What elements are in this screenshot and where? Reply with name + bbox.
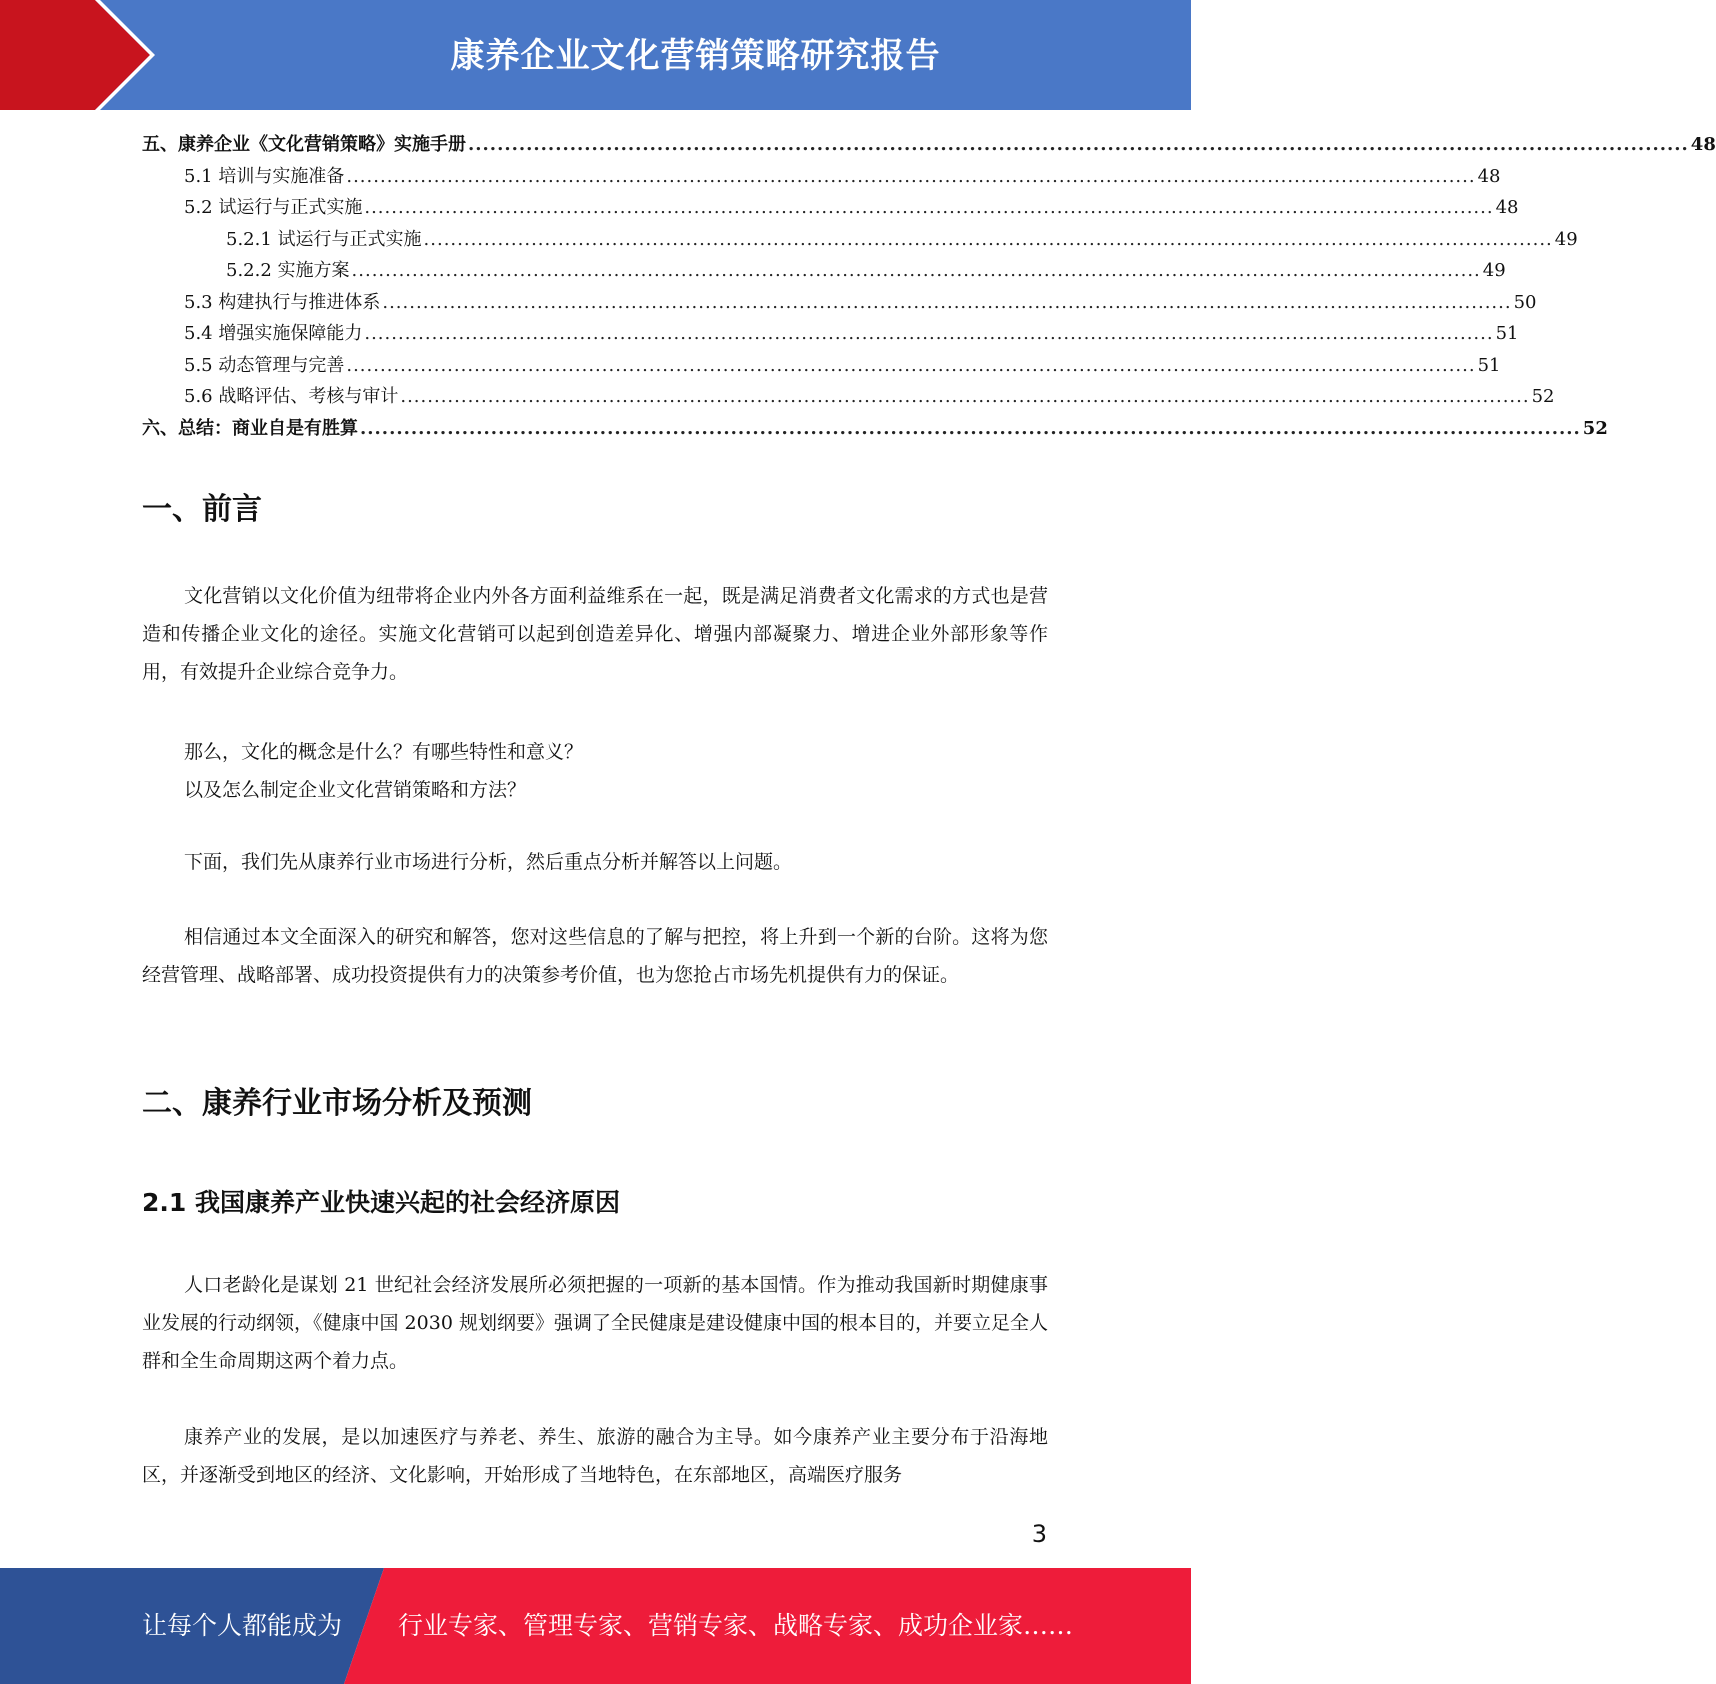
toc-item[interactable]	[142, 193, 1519, 225]
toc-item[interactable]	[142, 351, 1501, 383]
subsection-heading: 2.1 我国康养产业快速兴起的社会经济原因	[142, 1188, 620, 1217]
toc-leader-dots: ........................................................................................................................................................................	[364, 197, 1494, 218]
toc-item-page: 51	[1477, 354, 1501, 376]
question-line: 以及怎么制定企业文化营销策略和方法？	[184, 779, 527, 801]
toc-item[interactable]	[142, 414, 1608, 446]
toc-leader-dots: ........................................................................................................................................................................	[423, 228, 1553, 250]
toc-item-label: 5.2.1 试运行与正式实施	[226, 228, 422, 250]
toc-leader-dots: ........................................................................................................................................................................	[360, 417, 1581, 439]
toc-item-label: 5.4 增强实施保障能力	[184, 323, 363, 344]
toc-leader-dots: ........................................................................................................................................................................	[400, 386, 1530, 407]
footer-slogan-right: 行业专家、管理专家、营销专家、战略专家、成功企业家……	[398, 1611, 1074, 1640]
toc-leader-dots: ........................................................................................................................................................................	[364, 323, 1494, 344]
table-of-contents	[142, 130, 1716, 445]
paragraph: 相信通过本文全面深入的研究和解答，您对这些信息的了解与把控，将上升到一个新的台阶。这将为您经营管理、战略部署、成功投资提供有力的决策参考价值，也为您抢占市场先机提供有力的保证。	[142, 926, 1048, 986]
paragraph: 下面，我们先从康养行业市场进行分析，然后重点分析并解答以上问题。	[184, 851, 793, 873]
toc-item[interactable]	[142, 256, 1506, 288]
toc-item-label: 5.1 培训与实施准备	[184, 165, 345, 187]
toc-item-page: 48	[1477, 165, 1501, 187]
toc-item-page: 50	[1513, 291, 1537, 313]
toc-item[interactable]	[142, 162, 1501, 194]
toc-item-label: 五、康养企业《文化营销策略》实施手册	[142, 134, 466, 155]
toc-item[interactable]	[142, 319, 1519, 351]
toc-leader-dots: ........................................................................................................................................................................	[351, 260, 1481, 281]
toc-item[interactable]	[142, 382, 1555, 414]
paragraph: 人口老龄化是谋划 21 世纪社会经济发展所必须把握的一项新的基本国情。作为推动我国新时期健康事业发展的行动纲领，《健康中国 2030 规划纲要》强调了全民健康是建设健康中国的根本目的，并要立足全人群和全生命周期这两个着力点。	[142, 1274, 1048, 1372]
toc-leader-dots: ........................................................................................................................................................................	[382, 291, 1512, 313]
toc-item-label: 5.5 动态管理与完善	[184, 354, 345, 376]
toc-item-page: 51	[1495, 323, 1519, 344]
toc-item[interactable]	[142, 130, 1716, 162]
toc-item-page: 48	[1495, 197, 1519, 218]
paragraph: 康养产业的发展，是以加速医疗与养老、养生、旅游的融合为主导。如今康养产业主要分布于沿海地区，并逐渐受到地区的经济、文化影响，开始形成了当地特色，在东部地区，高端医疗服务	[142, 1426, 1048, 1486]
toc-item-page: 48	[1690, 134, 1716, 155]
toc-item-page: 52	[1582, 417, 1608, 439]
footer-banner	[0, 1568, 1191, 1684]
section-heading-preface: 一、前言	[142, 492, 262, 527]
toc-item-label: 5.2.2 实施方案	[226, 260, 350, 281]
question-line: 那么，文化的概念是什么？有哪些特性和意义？	[184, 741, 584, 763]
toc-item[interactable]	[142, 225, 1578, 257]
toc-item-label: 5.2 试运行与正式实施	[184, 197, 363, 218]
paragraph: 文化营销以文化价值为纽带将企业内外各方面利益维系在一起，既是满足消费者文化需求的方式也是营造和传播企业文化的途径。实施文化营销可以起到创造差异化、增强内部凝聚力、增进企业外部形象等作用，有效提升企业综合竞争力。	[142, 585, 1048, 683]
toc-item-label: 六、总结：商业自是有胜算	[142, 417, 358, 439]
header-banner	[0, 0, 1191, 110]
toc-item-page: 49	[1482, 260, 1506, 281]
header-title: 康养企业文化营销策略研究报告	[450, 36, 941, 76]
toc-leader-dots: ........................................................................................................................................................................	[346, 165, 1476, 187]
toc-leader-dots: ........................................................................................................................................................................	[346, 354, 1476, 376]
toc-item-label: 5.3 构建执行与推进体系	[184, 291, 381, 313]
toc-item-page: 52	[1531, 386, 1555, 407]
toc-leader-dots: ........................................................................................................................................................................	[468, 134, 1689, 155]
page-number: 3	[1031, 1520, 1047, 1548]
section-heading-market-analysis: 二、康养行业市场分析及预测	[142, 1086, 532, 1121]
toc-item[interactable]	[142, 288, 1537, 320]
footer-slogan-left: 让每个人都能成为	[142, 1611, 343, 1640]
toc-item-page: 49	[1554, 228, 1578, 250]
toc-item-label: 5.6 战略评估、考核与审计	[184, 386, 399, 407]
